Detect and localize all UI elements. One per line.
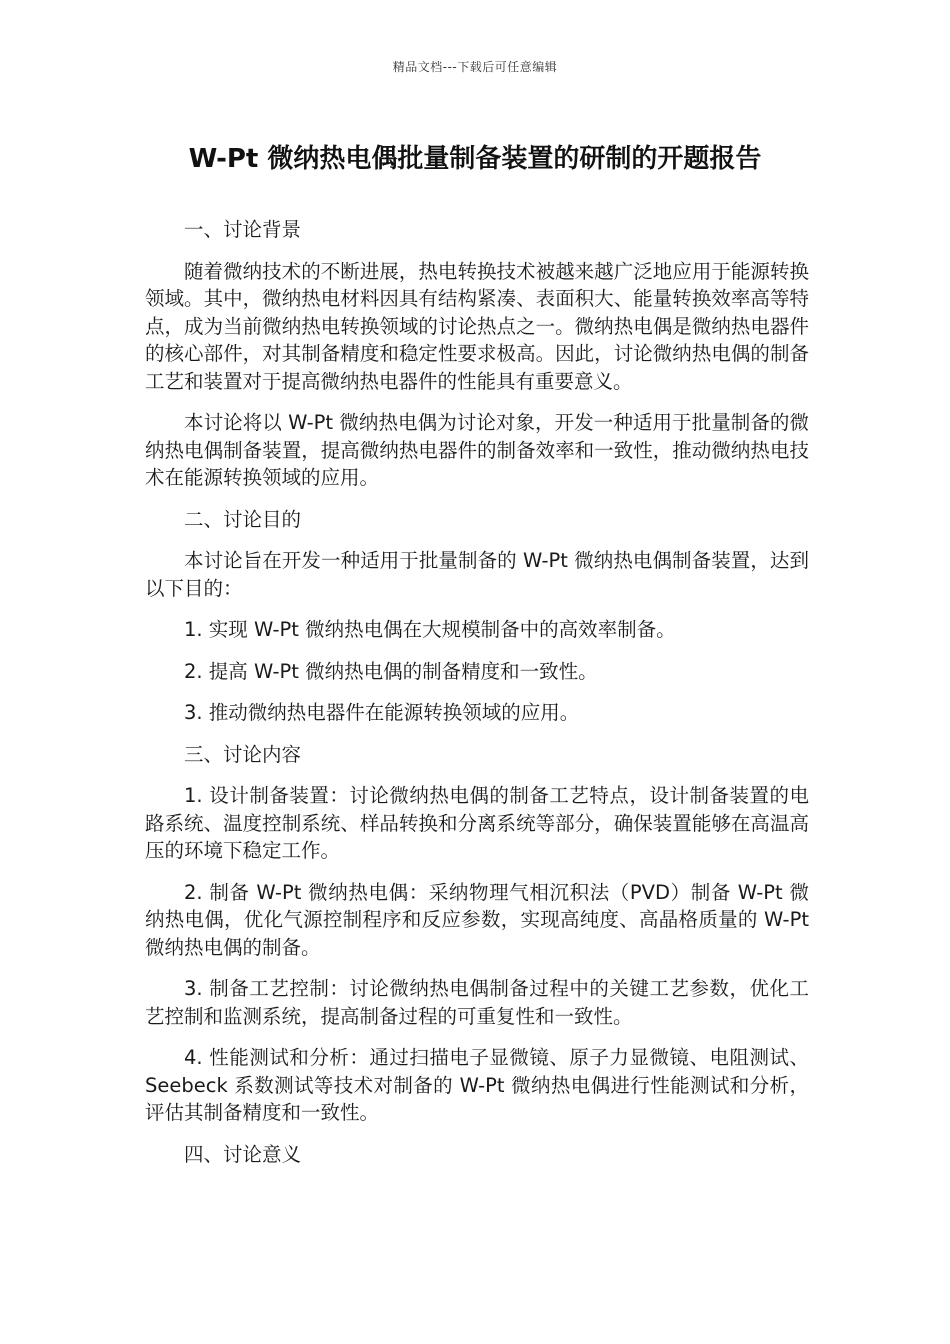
list-item: 3. 制备工艺控制：讨论微纳热电偶制备过程中的关键工艺参数，优化工艺控制和监测系统，提高制备过程的可重复性和一致性。 (145, 977, 809, 1028)
document-body (145, 216, 809, 1182)
section-heading-background: 一、讨论背景 (184, 218, 302, 241)
header-note: 精品文档---下载后可任意编辑 (392, 60, 558, 74)
paragraph: 随着微纳技术的不断进展，热电转换技术被越来越广泛地应用于能源转换领域。其中，微纳热电材料因具有结构紧凑、表面积大、能量转换效率高等特点，成为当前微纳热电转换领域的讨论热点之一。微纳热电偶是微纳热电器件的核心部件，对其制备精度和稳定性要求极高。因此，讨论微纳热电偶的制备工艺和装置对于提高微纳热电器件的性能具有重要意义。 (145, 259, 809, 393)
section-heading-content: 三、讨论内容 (184, 742, 302, 766)
list-item: 4. 性能测试和分析：通过扫描电子显微镜、原子力显微镜、电阻测试、Seebeck 系数测试等技术对制备的 W-Pt 微纳热电偶进行性能测试和分析，评估其制备精度和一致性。 (145, 1046, 809, 1124)
paragraph: 本讨论旨在开发一种适用于批量制备的 W-Pt 微纳热电偶制备装置，达到以下目的： (145, 549, 809, 600)
list-item: 1. 实现 W-Pt 微纳热电偶在大规模制备中的高效率制备。 (184, 618, 676, 641)
list-item: 3. 推动微纳热电器件在能源转换领域的应用。 (184, 701, 580, 724)
list-item: 1. 设计制备装置：讨论微纳热电偶的制备工艺特点，设计制备装置的电路系统、温度控制系统、样品转换和分离系统等部分，确保装置能够在高温高压的环境下稳定工作。 (145, 784, 809, 862)
document-title: W-Pt 微纳热电偶批量制备装置的研制的开题报告 (188, 144, 762, 174)
list-item: 2. 提高 W-Pt 微纳热电偶的制备精度和一致性。 (184, 659, 598, 683)
paragraph: 本讨论将以 W-Pt 微纳热电偶为讨论对象，开发一种适用于批量制备的微纳热电偶制备装置，提高微纳热电器件的制备效率和一致性，推动微纳热电技术在能源转换领域的应用。 (145, 411, 809, 489)
section-heading-purpose: 二、讨论目的 (184, 507, 302, 531)
list-item: 2. 制备 W-Pt 微纳热电偶：采纳物理气相沉积法（PVD）制备 W-Pt 微纳热电偶，优化气源控制程序和反应参数，实现高纯度、高晶格质量的 W-Pt 微纳热电偶的制备。 (145, 880, 809, 959)
section-heading-significance: 四、讨论意义 (184, 1142, 302, 1166)
